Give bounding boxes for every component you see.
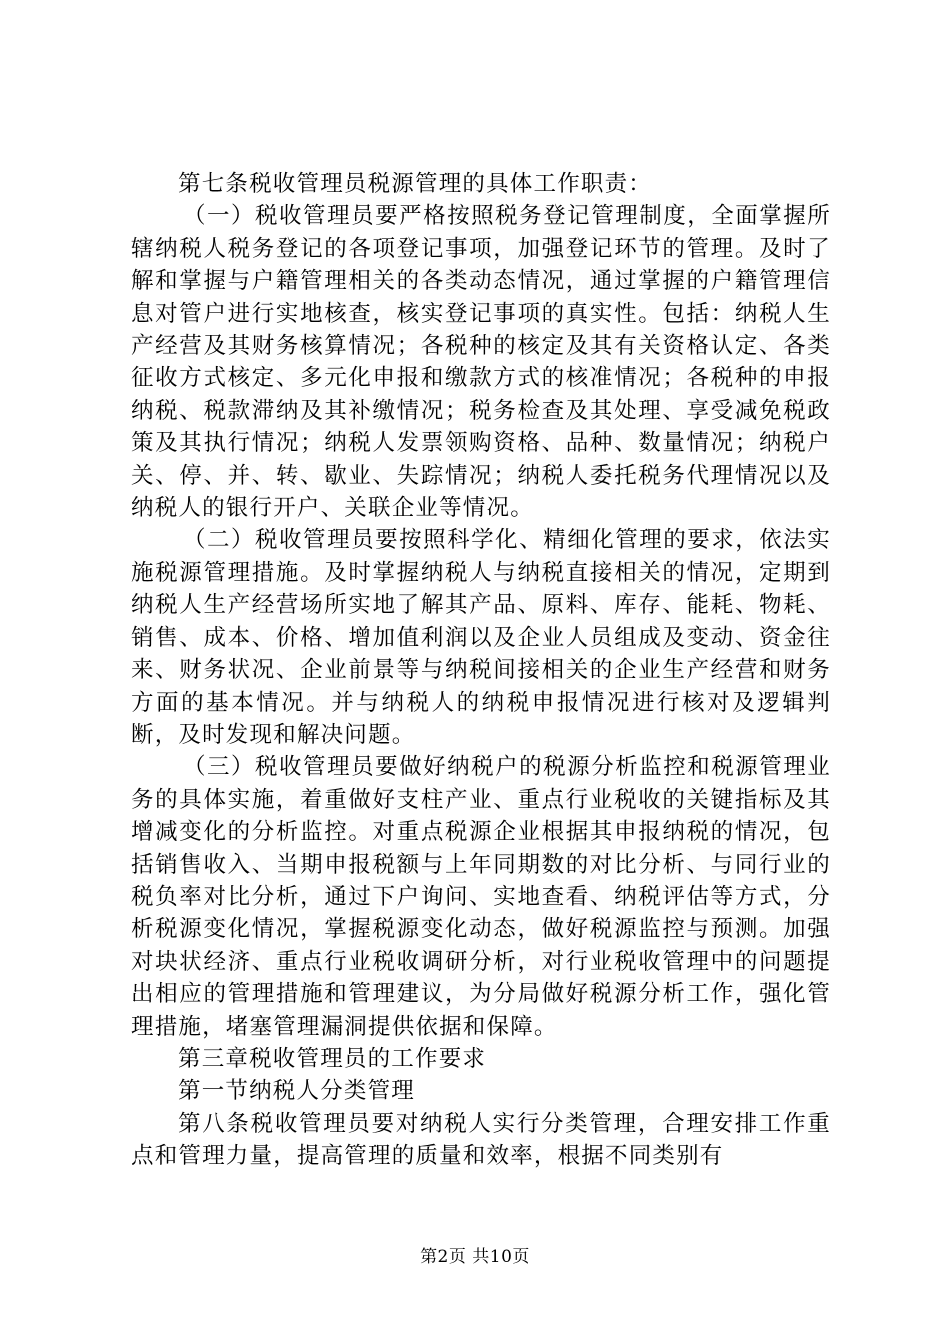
- article-7-item-1: （一）税收管理员要严格按照税务登记管理制度，全面掌握所辖纳税人税务登记的各项登记事项，加强登记环节的管理。及时了解和掌握与户籍管理相关的各类动态情况，通过掌握的户籍管理信息对管户进行实地核查，核实登记事项的真实性。包括：纳税人生产经营及其财务核算情况；各税种的核定及其有关资格认定、各类征收方式核定、多元化申报和缴款方式的核准情况；各税种的申报纳税、税款滞纳及其补缴情况；税务检查及其处理、享受减免税政策及其执行情况；纳税人发票领购资格、品种、数量情况；纳税户关、停、并、转、歇业、失踪情况；纳税人委托税务代理情况以及纳税人的银行开户、关联企业等情况。: [131, 203, 831, 522]
- article-7-heading: 第七条税收管理员税源管理的具体工作职责：: [178, 171, 653, 197]
- section-1-heading: 第一节纳税人分类管理: [178, 1078, 416, 1105]
- article-8-paragraph: 第八条税收管理员要对纳税人实行分类管理，合理安排工作重点和管理力量，提高管理的质量和效率，根据不同类别有: [131, 1110, 831, 1170]
- article-7-item-2: （二）税收管理员要按照科学化、精细化管理的要求，依法实施税源管理措施。及时掌握纳税人与纳税直接相关的情况，定期到纳税人生产经营场所实地了解其产品、原料、库存、能耗、物耗、销售、成本、价格、增加值利润以及企业人员组成及变动、资金往来、财务状况、企业前景等与纳税间接相关的企业生产经营和财务方面的基本情况。并与纳税人的纳税申报情况进行核对及逻辑判断，及时发现和解决问题。: [131, 527, 831, 748]
- page-number-footer: 第2页 共10页: [420, 1247, 530, 1267]
- chapter-3-heading: 第三章税收管理员的工作要求: [178, 1045, 487, 1072]
- article-7-item-3: （三）税收管理员要做好纳税户的税源分析监控和税源管理业务的具体实施，着重做好支柱产业、重点行业税收的关键指标及其增减变化的分析监控。对重点税源企业根据其申报纳税的情况，包括销售收入、当期申报税额与上年同期数的对比分析、与同行业的税负率对比分析，通过下户询问、实地查看、纳税评估等方式，分析税源变化情况，掌握税源变化动态，做好税源监控与预测。加强对块状经济、重点行业税收调研分析，对行业税收管理中的问题提出相应的管理措施和管理建议，为分局做好税源分析工作，强化管理措施，堵塞管理漏洞提供依据和保障。: [131, 754, 831, 1040]
- document-body: [131, 168, 831, 1173]
